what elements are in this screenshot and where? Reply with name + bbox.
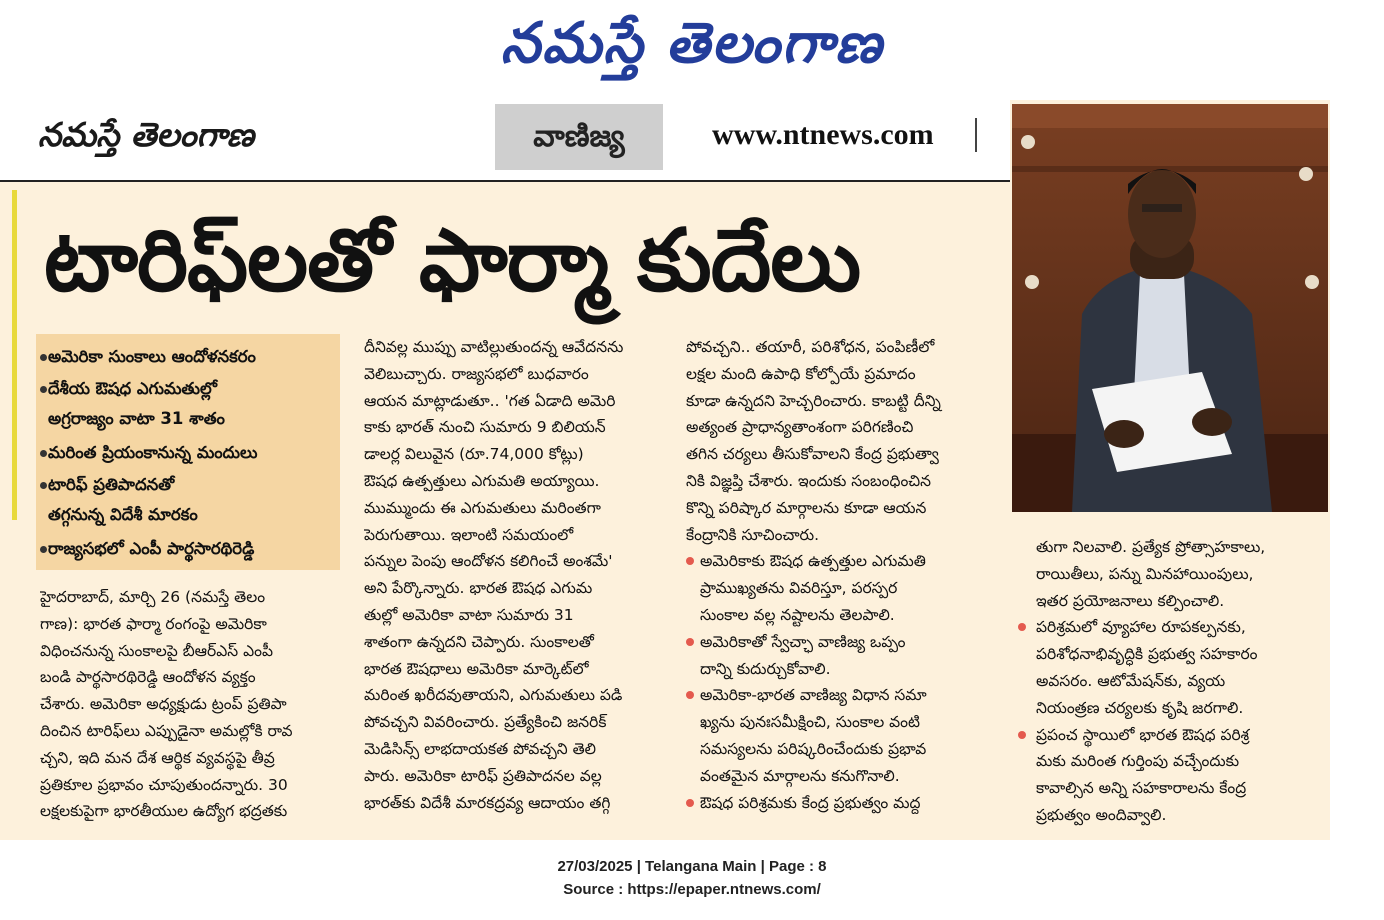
highlight-item: దేశీయ ఔషధ ఎగుమతుల్లో — [48, 374, 217, 404]
body-line: ముమ్ముందు ఈ ఎగుమతులు మరింతగా — [364, 498, 601, 517]
body-line: పోవచ్చని.. తయారీ, పరిశోధన, పంపిణీలో — [686, 338, 935, 356]
highlights-box — [36, 334, 340, 570]
body-line: ఔషధ ఉత్పత్తులు ఎగుమతి అయ్యాయి. — [364, 471, 600, 490]
body-line: ఆయన మాట్లాడుతూ.. 'గత ఏడాది అమెరి — [364, 391, 616, 410]
body-line: తుల్లో అమెరికా వాటా సుమారు 31 — [364, 605, 574, 624]
body-line: కూడా ఉన్నదని హెచ్చరించారు. కాబట్టి దీన్ని — [686, 391, 941, 410]
recommendation-item: ప్రపంచ స్థాయిలో భారత ఔషధ పరిశ్ర మకు మరింత గుర్తింపు వచ్చేందుకు కావాల్సిన అన్ని సహకారాలను కేంద్ర ప్రభుత్వం అందివ్వాలి. — [1036, 722, 1330, 829]
body-line: కాకు భారత్ నుంచి సుమారు 9 బిలియన్ — [364, 418, 606, 437]
body-line: బండి పార్థసారథిరెడ్డి ఆందోళన వ్యక్తం — [40, 668, 256, 687]
highlight-item: టారిఫ్ ప్రతిపాదనతో — [48, 470, 174, 500]
body-line: గాణ): భారత ఫార్మా రంగంపై అమెరికా — [40, 614, 267, 633]
body-line: అత్యంత ప్రాధాన్యతాంశంగా పరిగణించి — [686, 418, 914, 437]
website-url: www.ntnews.com — [712, 118, 934, 151]
section-logo: నమస్తే తెలంగాణ — [38, 115, 255, 154]
accent-bar — [12, 190, 17, 520]
highlight-item: అమెరికా సుంకాలు ఆందోళనకరం — [48, 342, 256, 372]
recommendation-item: అమెరికాకు ఔషధ ఉత్పత్తుల ఎగుమతి ప్రాముఖ్యతను వివరిస్తూ, పరస్పర సుంకాల వల్ల నష్టాలను తెలపాలి. — [686, 548, 986, 628]
body-line: లక్షలకుపైగా భారతీయుల ఉద్యోగ భద్రతకు — [40, 802, 288, 821]
body-line: విధించనున్న సుంకాలపై బీఆర్‌ఎస్ ఎంపీ — [40, 641, 273, 660]
article-column-4 — [1036, 534, 1330, 829]
body-line: పెరుగుతాయి. ఇలాంటి సమయంలో — [364, 525, 574, 544]
body-line: దించిన టారిఫ్‌లు ఎప్పుడైనా అమల్లోకి రావ — [40, 721, 293, 740]
body-line: లక్షల మంది ఉపాధి కోల్పోయే ప్రమాదం — [686, 364, 916, 383]
headline: టారిఫ్‌లతో ఫార్మా కుదేలు — [44, 211, 861, 311]
bullet-icon — [40, 386, 47, 393]
body-line: కొన్ని పరిష్కార మార్గాలను కూడా ఆయన — [686, 498, 927, 517]
body-line: భారత్‌కు విదేశీ మారకద్రవ్య ఆదాయం తగ్గి — [364, 793, 611, 812]
body-line: చేశారు. అమెరికా అధ్యక్షుడు ట్రంప్ ప్రతిపా — [40, 695, 287, 714]
body-line: తుగా నిలవాలి. ప్రత్యేక ప్రోత్సాహకాలు, — [1036, 538, 1266, 556]
bullet-icon — [1018, 731, 1026, 739]
speaker-image — [1012, 104, 1328, 512]
masthead-title: నమస్తే తెలంగాణ — [500, 10, 884, 76]
body-line: తగిన చర్యలు తీసుకోవాలని కేంద్ర ప్రభుత్వా — [686, 445, 939, 464]
header-rule — [0, 180, 1010, 182]
bullet-icon — [40, 450, 47, 457]
body-line: పన్నుల పెంపు ఆందోళన కలిగించే అంశమే' — [364, 552, 613, 571]
footer-source: Source : https://epaper.ntnews.com/ — [563, 881, 821, 898]
highlight-item-cont: తగ్గనున్న విదేశీ మారకం — [48, 505, 198, 524]
body-line: చ్చని, ఇది మన దేశ ఆర్థిక వ్యవస్థపై తీవ్ర — [40, 748, 275, 767]
footer-date-page: 27/03/2025 | Telangana Main | Page : 8 — [557, 858, 827, 875]
bullet-icon — [686, 638, 694, 646]
bullet-icon — [40, 354, 47, 361]
bullet-icon — [40, 482, 47, 489]
body-line: ప్రతికూల ప్రభావం చూపుతుందన్నారు. 30 — [40, 775, 288, 794]
highlight-item: రాజ్యసభలో ఎంపీ పార్థసారథిరెడ్డి — [48, 534, 254, 564]
body-line: దీనివల్ల ముప్పు వాటిల్లుతుందన్న ఆవేదనను — [364, 338, 624, 356]
article-column-2 — [364, 334, 670, 816]
recommendation-item: అమెరికా-భారత వాణిజ్య విధాన సమా ఖ్యను పునఃసమీక్షించి, సుంకాల వంటి సమస్యలను పరిష్కరించేందుకు ప్రభావ వంతమైన మార్గాలను కనుగొనాలి. — [686, 682, 986, 789]
bullet-icon — [686, 691, 694, 699]
body-line: మరింత ఖరీదవుతాయని, ఎగుమతులు పడి — [364, 686, 623, 705]
recommendation-item: పరిశ్రమలో వ్యూహాల రూపకల్పనకు, పరిశోధనాభివృద్ధికి ప్రభుత్వ సహకారం అవసరం. ఆటోమేషన్‌కు, వ్యయ నియంత్రణ చర్యలకు కృషి జరగాలి. — [1036, 614, 1330, 721]
section-tag: వాణిజ్య — [495, 104, 663, 170]
bullet-icon — [40, 546, 47, 553]
mp-photo — [1012, 104, 1328, 512]
body-line: కేంద్రానికి సూచించారు. — [686, 525, 820, 544]
body-line: డాలర్ల విలువైన (రూ.74,000 కోట్లు) — [364, 445, 584, 464]
body-line: పోవచ్చని వివరించారు. ప్రత్యేకించి జనరిక్ — [364, 713, 607, 732]
article-column-1 — [40, 584, 338, 825]
recommendation-item: ఔషధ పరిశ్రమకు కేంద్ర ప్రభుత్వం మద్ద — [686, 790, 986, 817]
body-line: శాతంగా ఉన్నదని చెప్పారు. సుంకాలతో — [364, 632, 594, 651]
recommendation-item: అమెరికాతో స్వేచ్ఛా వాణిజ్య ఒప్పం దాన్ని కుదుర్చుకోవాలి. — [686, 629, 986, 683]
body-line: మెడిసిన్స్ లాభదాయకత పోవచ్చని తెలి — [364, 739, 597, 758]
body-line: వెలిబుచ్చారు. రాజ్యసభలో బుధవారం — [364, 364, 589, 383]
body-line: అని పేర్కొన్నారు. భారత ఔషధ ఎగుమ — [364, 579, 593, 598]
body-line: నికి విజ్ఞప్తి చేశారు. ఇందుకు సంబంధించిన — [686, 471, 932, 490]
bullet-icon — [686, 557, 694, 565]
article-column-3 — [686, 334, 986, 816]
body-line: రాయితీలు, పన్ను మినహాయింపులు, — [1036, 564, 1254, 583]
body-line: పారు. అమెరికా టారిఫ్ ప్రతిపాదనల వల్ల — [364, 766, 602, 785]
header-divider — [975, 118, 977, 152]
body-line: హైదరాబాద్, మార్చి 26 (నమస్తే తెలం — [40, 588, 266, 606]
body-line: ఇతర ప్రయోజనాలు కల్పించాలి. — [1036, 591, 1225, 610]
highlight-item-cont: అగ్రరాజ్యం వాటా 31 శాతం — [48, 409, 225, 428]
bullet-icon — [686, 799, 694, 807]
highlight-item: మరింత ప్రియంకానున్న మందులు — [48, 438, 257, 468]
body-line: భారత ఔషధాలు అమెరికా మార్కెట్‌లో — [364, 659, 589, 678]
